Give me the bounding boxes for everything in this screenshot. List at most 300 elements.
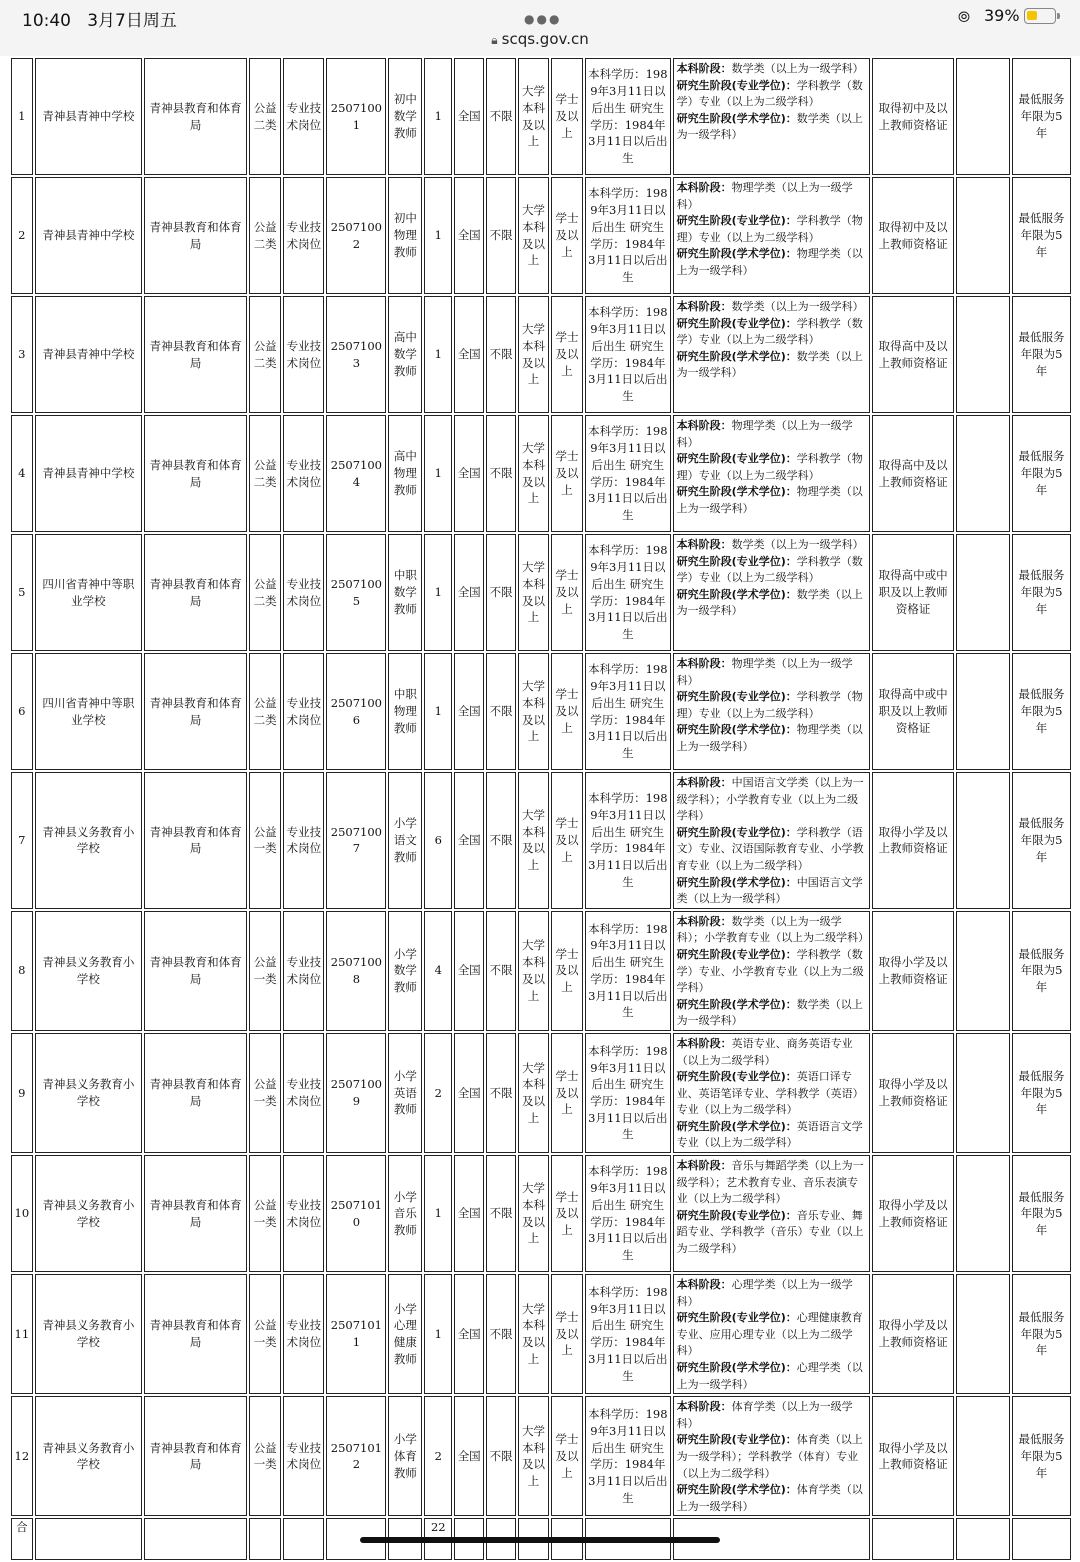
degree-cell: 学士及以上 [551, 911, 583, 1031]
qualification-cell: 取得小学及以上教师资格证 [872, 772, 955, 909]
other-cell [956, 1274, 1010, 1394]
unit-type-cell: 公益二类 [249, 653, 281, 770]
remark-cell: 最低服务年限为5年 [1012, 1396, 1071, 1516]
hiring-unit-cell: 青神县青神中学校 [35, 177, 142, 294]
major-stage-text: 音乐与舞蹈学类（以上为一级学科）；艺术教育专业、音乐表演专业（以上为二级学科） [676, 1159, 864, 1206]
hire-count-cell: 1 [424, 1155, 452, 1272]
hire-count-cell: 1 [424, 296, 452, 413]
major-requirement-cell [673, 1274, 870, 1394]
major-stage-label: 研究生阶段(专业学位)： [676, 316, 797, 330]
major-line [677, 1069, 866, 1119]
status-time: 10:40 3月7日周五 [22, 11, 177, 31]
gender-cell: 不限 [486, 58, 516, 175]
row-number-cell: 1 [11, 58, 33, 175]
other-cell [956, 415, 1010, 532]
department-cell: 青神县教育和体育局 [144, 415, 247, 532]
row-number-cell: 8 [11, 911, 33, 1031]
gender-cell: 不限 [486, 1155, 516, 1272]
major-line [677, 537, 866, 554]
remark-cell: 最低服务年限为5年 [1012, 772, 1071, 909]
age-requirement-cell: 本科学历：1989年3月11日以后出生 研究生学历：1984年3月11日以后出生 [585, 177, 671, 294]
major-line [677, 1310, 866, 1360]
major-stage-text: 心理学类（以上为一级学科） [676, 1361, 863, 1391]
post-name-cell: 小学体育教师 [388, 1396, 422, 1516]
post-name-cell: 小学数学教师 [388, 911, 422, 1031]
major-line [677, 825, 866, 875]
gender-cell: 不限 [486, 415, 516, 532]
total-empty-cell [144, 1518, 247, 1560]
major-stage-text: 学科教学（数学）专业（以上为二级学科） [676, 554, 863, 585]
education-cell: 大学本科及以上 [518, 1155, 549, 1272]
remark-cell: 最低服务年限为5年 [1012, 177, 1071, 294]
gender-cell: 不限 [486, 1274, 516, 1394]
major-line [677, 1399, 866, 1432]
department-cell: 青神县教育和体育局 [144, 653, 247, 770]
major-requirement-cell [673, 1155, 870, 1272]
total-empty-cell [283, 1518, 324, 1560]
major-stage-label: 本科阶段： [676, 538, 732, 551]
unit-type-cell: 公益二类 [249, 58, 281, 175]
total-empty-cell [249, 1518, 281, 1560]
other-cell [956, 653, 1010, 770]
education-cell: 大学本科及以上 [518, 1274, 549, 1394]
age-requirement-cell: 本科学历：1989年3月11日以后出生 研究生学历：1984年3月11日以后出生 [585, 1396, 671, 1516]
recruit-scope-cell: 全国 [454, 911, 484, 1031]
major-stage-text: 英语口译专业、英语笔译专业、学科教学（英语）专业（以上为二级学科） [676, 1070, 864, 1117]
gender-cell: 不限 [486, 772, 516, 909]
age-requirement-cell: 本科学历：1989年3月11日以后出生 研究生学历：1984年3月11日以后出生 [585, 534, 671, 651]
major-stage-text: 物理学类（以上为一级学科） [676, 181, 853, 211]
major-stage-text: 物理学类（以上为一级学科） [676, 247, 863, 277]
major-stage-label: 研究生阶段(学术学位)： [676, 997, 797, 1011]
degree-cell: 学士及以上 [551, 296, 583, 413]
row-number-cell: 7 [11, 772, 33, 909]
degree-cell: 学士及以上 [551, 1033, 583, 1153]
age-requirement-cell: 本科学历：1989年3月11日以后出生 研究生学历：1984年3月11日以后出生 [585, 653, 671, 770]
post-code-cell: 25071010 [326, 1155, 386, 1272]
major-stage-label: 研究生阶段(专业学位)： [676, 947, 797, 961]
education-cell: 大学本科及以上 [518, 177, 549, 294]
hiring-unit-cell: 青神县义务教育小学校 [35, 1155, 142, 1272]
gender-cell: 不限 [486, 296, 516, 413]
major-stage-text: 中国语言文学类（以上为一级学科） [676, 875, 863, 906]
age-requirement-cell: 本科学历：1989年3月11日以后出生 研究生学历：1984年3月11日以后出生 [585, 296, 671, 413]
hiring-unit-cell: 青神县义务教育小学校 [35, 1396, 142, 1516]
other-cell [956, 1155, 1010, 1272]
hiring-unit-cell: 青神县义务教育小学校 [35, 772, 142, 909]
table-row [11, 1396, 1071, 1516]
major-stage-label: 研究生阶段(专业学位)： [676, 690, 797, 704]
gender-cell: 不限 [486, 1396, 516, 1516]
gender-cell: 不限 [486, 1033, 516, 1153]
remark-cell: 最低服务年限为5年 [1012, 1033, 1071, 1153]
unit-type-cell: 公益一类 [249, 1033, 281, 1153]
qualification-cell: 取得高中及以上教师资格证 [872, 296, 955, 413]
major-stage-text: 学科教学（数学）专业、小学教育专业（以上为二级学科） [676, 947, 864, 995]
remark-cell: 最低服务年限为5年 [1012, 415, 1071, 532]
total-empty-cell [1012, 1518, 1071, 1560]
major-line [677, 213, 866, 246]
age-requirement-cell: 本科学历：1989年3月11日以后出生 研究生学历：1984年3月11日以后出生 [585, 911, 671, 1031]
major-requirement-cell [673, 911, 870, 1031]
major-stage-label: 研究生阶段(学术学位)： [676, 349, 797, 363]
major-requirement-cell [673, 534, 870, 651]
post-type-cell: 专业技术岗位 [283, 1396, 324, 1516]
hiring-unit-cell: 青神县义务教育小学校 [35, 1033, 142, 1153]
major-stage-text: 学科教学（数学）专业（以上为二级学科） [676, 316, 863, 347]
lock-icon: 🔒︎ [491, 33, 498, 47]
qualification-cell: 取得小学及以上教师资格证 [872, 1033, 955, 1153]
major-stage-label: 本科阶段： [676, 1400, 732, 1414]
major-stage-label: 本科阶段： [676, 657, 732, 670]
age-requirement-cell: 本科学历：1989年3月11日以后出生 研究生学历：1984年3月11日以后出生 [585, 415, 671, 532]
hire-count-cell: 1 [424, 177, 452, 294]
department-cell: 青神县教育和体育局 [144, 1396, 247, 1516]
major-stage-text: 物理学类（以上为一级学科） [676, 657, 853, 687]
hiring-unit-cell: 青神县义务教育小学校 [35, 1274, 142, 1394]
major-stage-label: 本科阶段： [676, 1159, 732, 1173]
recruit-scope-cell: 全国 [454, 1396, 484, 1516]
other-cell [956, 1033, 1010, 1153]
major-line [677, 1036, 866, 1069]
qualification-cell: 取得小学及以上教师资格证 [872, 911, 955, 1031]
major-stage-text: 数学类（以上为一级学科） [731, 300, 864, 313]
major-line [677, 689, 866, 722]
battery-icon [1024, 8, 1056, 24]
wifi-icon: ⦾ [958, 8, 971, 26]
major-line [677, 299, 866, 316]
row-number-cell: 2 [11, 177, 33, 294]
post-type-cell: 专业技术岗位 [283, 296, 324, 413]
major-stage-label: 研究生阶段(专业学位)： [676, 1208, 797, 1222]
department-cell: 青神县教育和体育局 [144, 534, 247, 651]
table-row [11, 58, 1071, 175]
post-type-cell: 专业技术岗位 [283, 58, 324, 175]
major-requirement-cell [673, 653, 870, 770]
post-code-cell: 25071012 [326, 1396, 386, 1516]
qualification-cell: 取得初中及以上教师资格证 [872, 58, 955, 175]
post-type-cell: 专业技术岗位 [283, 911, 324, 1031]
unit-type-cell: 公益一类 [249, 1155, 281, 1272]
major-stage-label: 研究生阶段(学术学位)： [676, 875, 797, 889]
major-line [677, 111, 866, 144]
post-code-cell: 25071006 [326, 653, 386, 770]
major-stage-text: 心理学类（以上为一级学科） [676, 1278, 853, 1308]
major-line [677, 180, 866, 213]
hire-count-cell: 2 [424, 1033, 452, 1153]
remark-cell: 最低服务年限为5年 [1012, 1274, 1071, 1394]
major-stage-label: 研究生阶段(专业学位)： [676, 1070, 797, 1084]
major-line [677, 78, 866, 111]
major-line [677, 1208, 866, 1258]
hire-count-cell: 4 [424, 911, 452, 1031]
post-name-cell: 初中数学教师 [388, 58, 422, 175]
row-number-cell: 5 [11, 534, 33, 651]
major-line [677, 349, 866, 382]
major-stage-label: 研究生阶段(专业学位)： [676, 214, 797, 228]
unit-type-cell: 公益二类 [249, 296, 281, 413]
major-stage-label: 研究生阶段(专业学位)： [676, 78, 797, 92]
major-line [677, 1158, 866, 1208]
recruit-scope-cell: 全国 [454, 415, 484, 532]
major-requirement-cell [673, 296, 870, 413]
age-requirement-cell: 本科学历：1989年3月11日以后出生 研究生学历：1984年3月11日以后出生 [585, 1274, 671, 1394]
table-row [11, 772, 1071, 909]
degree-cell: 学士及以上 [551, 653, 583, 770]
degree-cell: 学士及以上 [551, 1155, 583, 1272]
post-name-cell: 初中物理教师 [388, 177, 422, 294]
table-row [11, 177, 1071, 294]
hire-count-cell: 1 [424, 1274, 452, 1394]
other-cell [956, 1396, 1010, 1516]
recruit-scope-cell: 全国 [454, 772, 484, 909]
major-stage-label: 研究生阶段(学术学位)： [676, 485, 797, 499]
row-number-cell: 12 [11, 1396, 33, 1516]
status-bar [0, 0, 1080, 56]
hire-count-cell: 6 [424, 772, 452, 909]
post-code-cell: 25071011 [326, 1274, 386, 1394]
address-bar[interactable] [0, 30, 1080, 48]
total-empty-cell [872, 1518, 955, 1560]
post-code-cell: 25071007 [326, 772, 386, 909]
major-line [677, 1277, 866, 1310]
unit-type-cell: 公益一类 [249, 1396, 281, 1516]
hiring-unit-cell: 青神县义务教育小学校 [35, 911, 142, 1031]
post-code-cell: 25071002 [326, 177, 386, 294]
post-code-cell: 25071005 [326, 534, 386, 651]
post-type-cell: 专业技术岗位 [283, 177, 324, 294]
recruit-scope-cell: 全国 [454, 1033, 484, 1153]
major-line [677, 775, 866, 825]
post-type-cell: 专业技术岗位 [283, 772, 324, 909]
major-requirement-cell [673, 58, 870, 175]
department-cell: 青神县教育和体育局 [144, 1033, 247, 1153]
major-stage-text: 数学类（以上为一级学科） [676, 111, 863, 142]
qualification-cell: 取得小学及以上教师资格证 [872, 1396, 955, 1516]
row-number-cell: 3 [11, 296, 33, 413]
post-code-cell: 25071003 [326, 296, 386, 413]
recruit-scope-cell: 全国 [454, 296, 484, 413]
row-number-cell: 6 [11, 653, 33, 770]
major-line [677, 418, 866, 451]
qualification-cell: 取得高中或中职及以上教师资格证 [872, 653, 955, 770]
recruit-scope-cell: 全国 [454, 653, 484, 770]
unit-type-cell: 公益一类 [249, 1274, 281, 1394]
unit-type-cell: 公益一类 [249, 772, 281, 909]
post-type-cell: 专业技术岗位 [283, 653, 324, 770]
education-cell: 大学本科及以上 [518, 415, 549, 532]
education-cell: 大学本科及以上 [518, 1396, 549, 1516]
age-requirement-cell: 本科学历：1989年3月11日以后出生 研究生学历：1984年3月11日以后出生 [585, 772, 671, 909]
remark-cell: 最低服务年限为5年 [1012, 911, 1071, 1031]
major-line [677, 722, 866, 755]
total-label-cell: 合 [11, 1518, 33, 1560]
age-requirement-cell: 本科学历：1989年3月11日以后出生 研究生学历：1984年3月11日以后出生 [585, 1033, 671, 1153]
major-stage-label: 研究生阶段(学术学位)： [676, 1483, 797, 1497]
gender-cell: 不限 [486, 534, 516, 651]
post-type-cell: 专业技术岗位 [283, 415, 324, 532]
major-line [677, 997, 866, 1030]
gender-cell: 不限 [486, 911, 516, 1031]
remark-cell: 最低服务年限为5年 [1012, 653, 1071, 770]
remark-cell: 最低服务年限为5年 [1012, 1155, 1071, 1272]
major-requirement-cell [673, 177, 870, 294]
major-stage-label: 本科阶段： [676, 300, 732, 313]
major-stage-label: 研究生阶段(学术学位)： [676, 1119, 797, 1133]
post-type-cell: 专业技术岗位 [283, 1274, 324, 1394]
row-number-cell: 4 [11, 415, 33, 532]
age-requirement-cell: 本科学历：1989年3月11日以后出生 研究生学历：1984年3月11日以后出生 [585, 1155, 671, 1272]
post-name-cell: 小学语文教师 [388, 772, 422, 909]
table-row [11, 1033, 1071, 1153]
major-requirement-cell [673, 1033, 870, 1153]
post-name-cell: 中职数学教师 [388, 534, 422, 651]
degree-cell: 学士及以上 [551, 415, 583, 532]
major-stage-text: 体育类（以上为一级学科）；学科教学（体育）专业（以上为二级学科） [676, 1433, 863, 1480]
tab-dots-icon[interactable]: ●●● [524, 12, 562, 26]
major-stage-label: 本科阶段： [676, 1036, 732, 1050]
post-name-cell: 小学心理健康教师 [388, 1274, 422, 1394]
other-cell [956, 177, 1010, 294]
post-name-cell: 高中数学教师 [388, 296, 422, 413]
other-cell [956, 534, 1010, 651]
major-stage-text: 物理学类（以上为一级学科） [676, 485, 863, 515]
education-cell: 大学本科及以上 [518, 772, 549, 909]
major-stage-text: 数学类（以上为一级学科） [676, 997, 863, 1028]
other-cell [956, 58, 1010, 175]
department-cell: 青神县教育和体育局 [144, 1155, 247, 1272]
major-stage-text: 数学类（以上为一级学科） [731, 538, 864, 551]
education-cell: 大学本科及以上 [518, 1033, 549, 1153]
degree-cell: 学士及以上 [551, 1274, 583, 1394]
table-row [11, 296, 1071, 413]
major-requirement-cell [673, 415, 870, 532]
major-line [677, 484, 866, 517]
degree-cell: 学士及以上 [551, 534, 583, 651]
hire-count-cell: 1 [424, 415, 452, 532]
hire-count-cell: 2 [424, 1396, 452, 1516]
major-line [677, 316, 866, 349]
hire-count-cell: 1 [424, 653, 452, 770]
total-empty-cell [35, 1518, 142, 1560]
recruit-scope-cell: 全国 [454, 177, 484, 294]
major-stage-label: 研究生阶段(专业学位)： [676, 1311, 797, 1325]
recruitment-table-container [9, 56, 1073, 1562]
recruit-scope-cell: 全国 [454, 1274, 484, 1394]
major-stage-text: 心理健康教育专业、应用心理专业（以上为二级学科） [676, 1311, 863, 1358]
post-code-cell: 25071001 [326, 58, 386, 175]
post-name-cell: 小学音乐教师 [388, 1155, 422, 1272]
unit-type-cell: 公益二类 [249, 415, 281, 532]
post-type-cell: 专业技术岗位 [283, 1033, 324, 1153]
major-line [677, 587, 866, 620]
age-requirement-cell: 本科学历：1989年3月11日以后出生 研究生学历：1984年3月11日以后出生 [585, 58, 671, 175]
education-cell: 大学本科及以上 [518, 653, 549, 770]
education-cell: 大学本科及以上 [518, 296, 549, 413]
table-row [11, 911, 1071, 1031]
major-stage-text: 英语专业、商务英语专业（以上为二级学科） [676, 1036, 853, 1067]
major-stage-label: 研究生阶段(学术学位)： [676, 111, 797, 125]
unit-type-cell: 公益二类 [249, 177, 281, 294]
hire-count-cell: 1 [424, 58, 452, 175]
table-row [11, 415, 1071, 532]
major-stage-label: 本科阶段： [676, 419, 732, 432]
department-cell: 青神县教育和体育局 [144, 1274, 247, 1394]
remark-cell: 最低服务年限为5年 [1012, 58, 1071, 175]
recruit-scope-cell: 全国 [454, 534, 484, 651]
post-code-cell: 25071008 [326, 911, 386, 1031]
post-type-cell: 专业技术岗位 [283, 1155, 324, 1272]
major-stage-text: 学科教学（语文）专业、汉语国际教育专业、小学教育专业（以上为二级学科） [676, 825, 864, 872]
post-name-cell: 小学英语教师 [388, 1033, 422, 1153]
major-stage-label: 本科阶段： [676, 181, 732, 194]
degree-cell: 学士及以上 [551, 58, 583, 175]
major-stage-text: 英语语言文学专业（以上为二级学科） [676, 1119, 863, 1150]
major-requirement-cell [673, 1396, 870, 1516]
table-row [11, 1274, 1071, 1394]
major-stage-text: 中国语言文学类（以上为一级学科）；小学教育专业（以上为二级学科） [676, 776, 864, 823]
qualification-cell: 取得小学及以上教师资格证 [872, 1274, 955, 1394]
department-cell: 青神县教育和体育局 [144, 772, 247, 909]
major-stage-text: 数学类（以上为一级学科）；小学教育专业（以上为二级学科） [676, 914, 870, 945]
row-number-cell: 10 [11, 1155, 33, 1272]
major-stage-label: 本科阶段： [676, 776, 732, 789]
home-indicator[interactable] [360, 1537, 720, 1543]
total-empty-cell [956, 1518, 1010, 1560]
major-stage-label: 研究生阶段(学术学位)： [676, 247, 797, 261]
major-line [677, 246, 866, 279]
major-stage-label: 研究生阶段(专业学位)： [676, 452, 797, 466]
department-cell: 青神县教育和体育局 [144, 177, 247, 294]
major-line [677, 1432, 866, 1482]
recruit-scope-cell: 全国 [454, 1155, 484, 1272]
post-name-cell: 中职物理教师 [388, 653, 422, 770]
degree-cell: 学士及以上 [551, 177, 583, 294]
major-stage-text: 体育学类（以上为一级学科） [676, 1483, 863, 1513]
major-line [677, 554, 866, 587]
major-stage-label: 研究生阶段(学术学位)： [676, 587, 797, 601]
major-stage-text: 物理学类（以上为一级学科） [676, 723, 863, 753]
department-cell: 青神县教育和体育局 [144, 911, 247, 1031]
hiring-unit-cell: 四川省青神中等职业学校 [35, 653, 142, 770]
hiring-unit-cell: 青神县青神中学校 [35, 296, 142, 413]
education-cell: 大学本科及以上 [518, 58, 549, 175]
table-row [11, 534, 1071, 651]
major-line [677, 656, 866, 689]
row-number-cell: 11 [11, 1274, 33, 1394]
qualification-cell: 取得高中及以上教师资格证 [872, 415, 955, 532]
major-stage-label: 本科阶段： [676, 1278, 732, 1292]
recruit-scope-cell: 全国 [454, 58, 484, 175]
education-cell: 大学本科及以上 [518, 534, 549, 651]
major-requirement-cell [673, 772, 870, 909]
url-text: scqs.gov.cn [501, 30, 589, 48]
hiring-unit-cell: 青神县青神中学校 [35, 58, 142, 175]
battery-percent: 39% [984, 6, 1020, 25]
qualification-cell: 取得高中或中职及以上教师资格证 [872, 534, 955, 651]
degree-cell: 学士及以上 [551, 772, 583, 909]
major-stage-label: 研究生阶段(专业学位)： [676, 825, 797, 839]
unit-type-cell: 公益一类 [249, 911, 281, 1031]
hire-count-cell: 1 [424, 534, 452, 651]
post-code-cell: 25071009 [326, 1033, 386, 1153]
major-stage-label: 本科阶段： [676, 914, 732, 928]
major-stage-text: 学科教学（物理）专业（以上为二级学科） [676, 214, 863, 244]
major-stage-label: 研究生阶段(学术学位)： [676, 723, 797, 737]
major-line [676, 914, 870, 947]
total-count-cell: 22 [424, 1518, 452, 1560]
major-stage-text: 数学类（以上为一级学科） [676, 349, 863, 380]
